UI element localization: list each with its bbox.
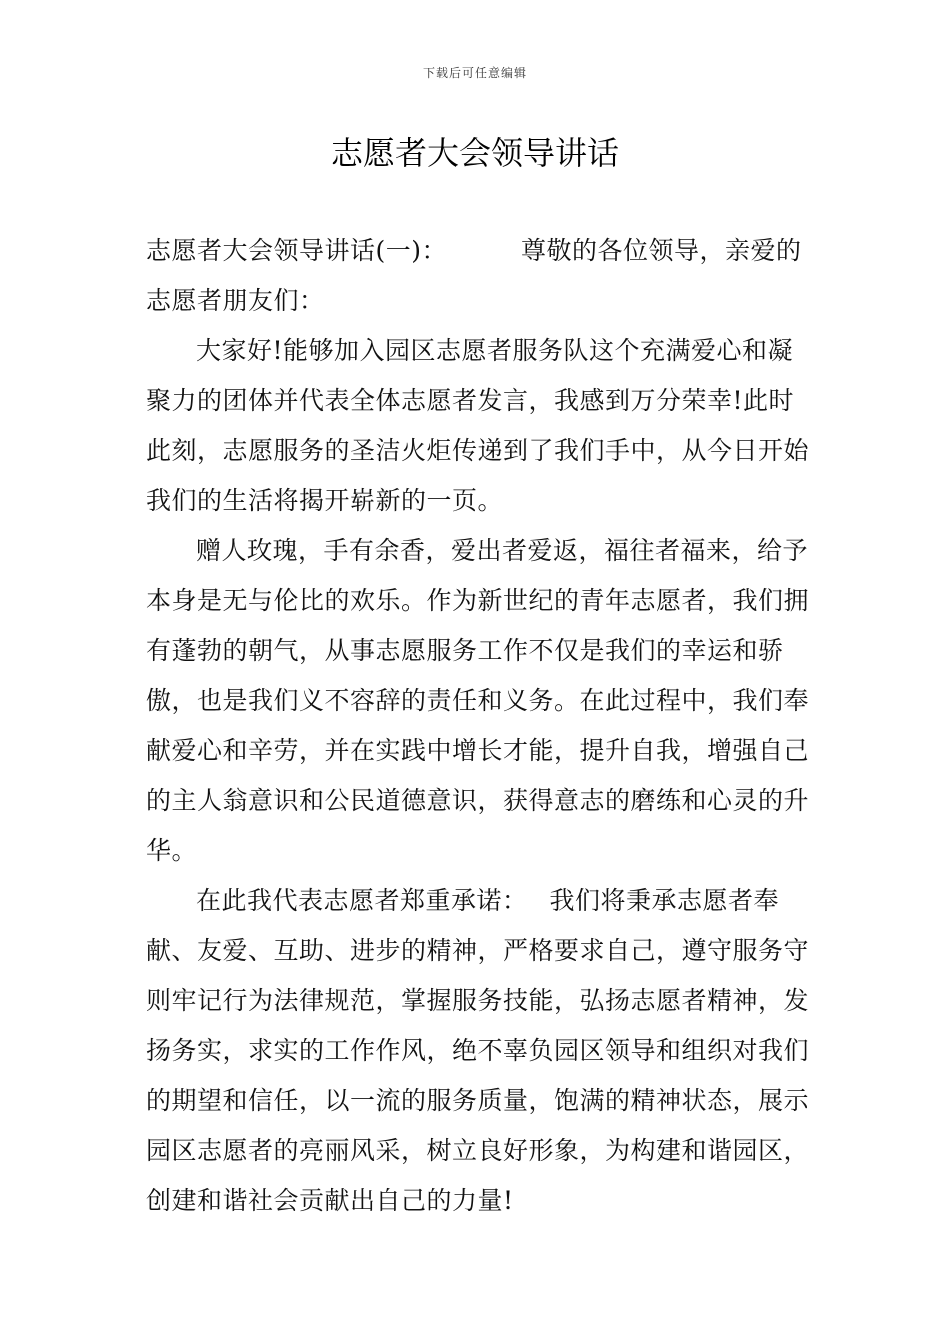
header-note: 下载后可任意编辑 [422,66,527,80]
intro-paragraph [146,226,811,326]
promise-lead: 在此我代表志愿者郑重承诺： [196,886,528,915]
document-body [146,226,811,1226]
body-paragraph-1: 大家好!能够加入园区志愿者服务队这个充满爱心和凝聚力的团体并代表全体志愿者发言，我感到万分荣幸!此时此刻，志愿服务的圣洁火炬传递到了我们手中，从今日开始我们的生活将揭开崭新的一页。 [146,336,810,515]
promise-text: 我们将秉承志愿者奉献、友爱、互助、进步的精神，严格要求自己，遵守服务守则牢记行为法律规范，掌握服务技能，弘扬志愿者精神，发扬务实，求实的工作作风，绝不辜负园区领导和组织对我们的期望和信任，以一流的服务质量，饱满的精神状态，展示园区志愿者的亮丽风采，树立良好形象，为构建和谐园区，创建和谐社会贡献出自己的力量! [146,886,810,1215]
intro-heading: 志愿者大会领导讲话(一)： [146,236,448,265]
intro-salutation: 尊敬的各位领导，亲爱的志愿者朋友们： [146,236,802,315]
promise-paragraph [146,876,811,1226]
body-paragraph-2: 赠人玫瑰，手有余香，爱出者爱返，福往者福来，给予本身是无与伦比的欢乐。作为新世纪的青年志愿者，我们拥有蓬勃的朝气，从事志愿服务工作不仅是我们的幸运和骄傲，也是我们义不容辞的责任和义务。在此过程中，我们奉献爱心和辛劳，并在实践中增长才能，提升自我，增强自己的主人翁意识和公民道德意识，获得意志的磨练和心灵的升华。 [146,536,810,865]
document-title: 志愿者大会领导讲话 [330,134,619,172]
